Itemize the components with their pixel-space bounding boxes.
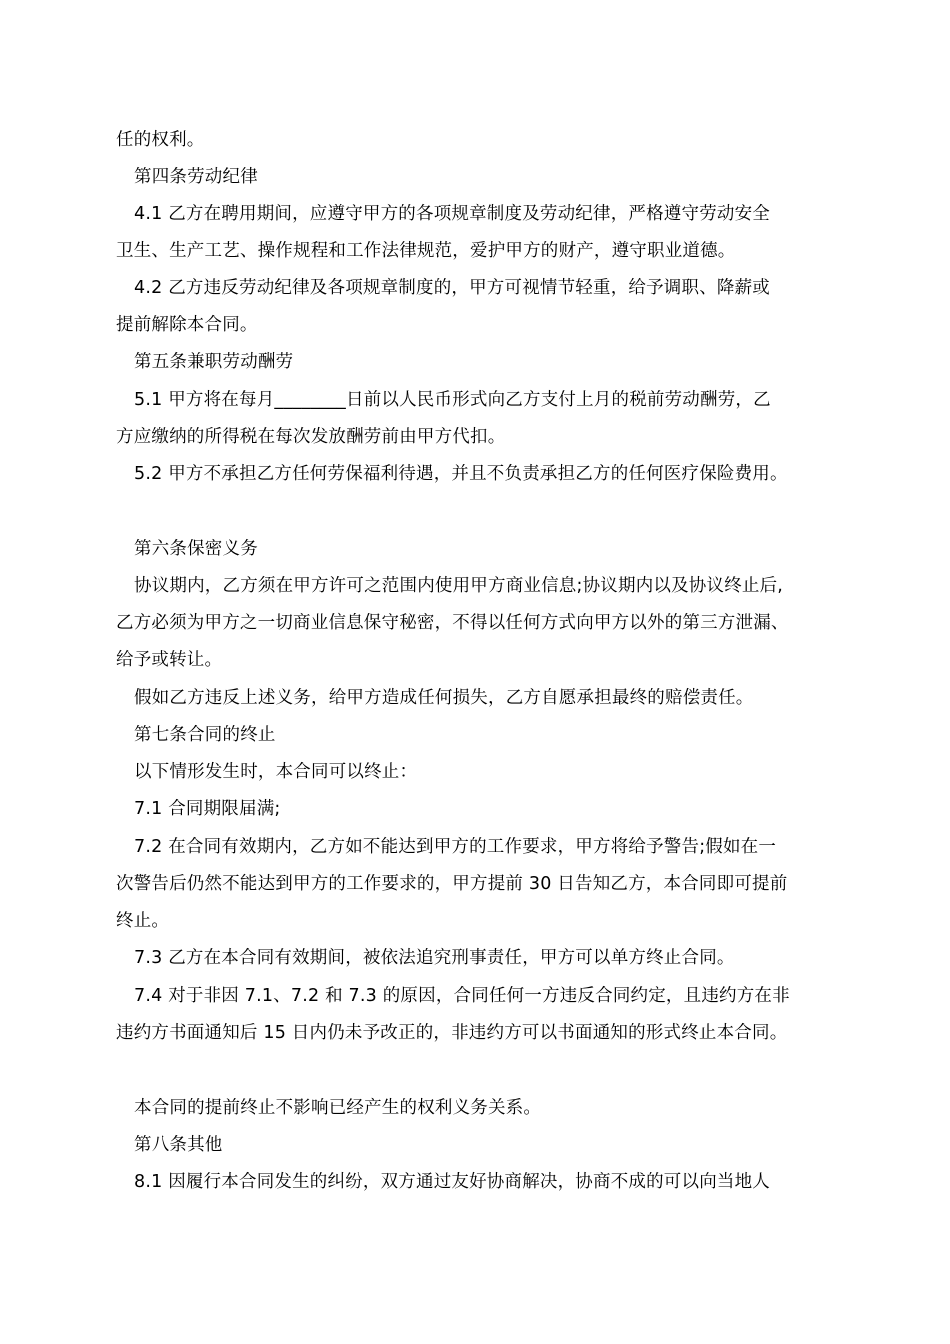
text-line: 终止。 <box>116 911 170 931</box>
text-line: 以下情形发生时，本合同可以终止： <box>134 762 418 782</box>
text-line: 7.2 在合同有效期内，乙方如不能达到甲方的工作要求，甲方将给予警告;假如在一 <box>134 837 777 857</box>
text-line: 本合同的提前终止不影响已经产生的权利义务关系。 <box>134 1098 542 1118</box>
text-line: 假如乙方违反上述义务，给甲方造成任何损失，乙方自愿承担最终的赔偿责任。 <box>134 688 754 708</box>
text-line: 7.3 乙方在本合同有效期间，被依法追究刑事责任，甲方可以单方终止合同。 <box>134 948 735 968</box>
section-heading: 第五条兼职劳动酬劳 <box>134 352 294 372</box>
text-line: 协议期内，乙方须在甲方许可之范围内使用甲方商业信息;协议期内以及协议终止后, <box>134 576 784 596</box>
text-line: 7.1 合同期限届满; <box>134 799 281 819</box>
text-line: 给予或转让。 <box>116 650 223 670</box>
text-line: 乙方必须为甲方之一切商业信息保守秘密，不得以任何方式向甲方以外的第三方泄漏、 <box>116 613 789 633</box>
text-line: 提前解除本合同。 <box>116 315 258 335</box>
text-line: 5.2 甲方不承担乙方任何劳保福利待遇，并且不负责承担乙方的任何医疗保险费用。 <box>134 464 788 484</box>
text-line: 5.1 甲方将在每月________日前以人民币形式向乙方支付上月的税前劳动酬劳，乙 <box>134 390 771 410</box>
text-line: 违约方书面通知后 15 日内仍未予改正的，非违约方可以书面通知的形式终止本合同。 <box>116 1023 788 1043</box>
section-heading: 第六条保密义务 <box>134 539 258 559</box>
section-heading: 第四条劳动纪律 <box>134 167 258 187</box>
text-line: 7.4 对于非因 7.1、7.2 和 7.3 的原因，合同任何一方违反合同约定，且违约方在非 <box>134 986 790 1006</box>
section-heading: 第八条其他 <box>134 1135 223 1155</box>
text-line: 4.2 乙方违反劳动纪律及各项规章制度的，甲方可视情节轻重，给予调职、降薪或 <box>134 278 770 298</box>
text-line: 任的权利。 <box>116 130 205 150</box>
text-line: 8.1 因履行本合同发生的纠纷，双方通过友好协商解决，协商不成的可以向当地人 <box>134 1172 770 1192</box>
text-line: 卫生、生产工艺、操作规程和工作法律规范，爱护甲方的财产，遵守职业道德。 <box>116 241 736 261</box>
text-line: 次警告后仍然不能达到甲方的工作要求的，甲方提前 30 日告知乙方，本合同即可提前 <box>116 874 788 894</box>
text-line: 4.1 乙方在聘用期间，应遵守甲方的各项规章制度及劳动纪律，严格遵守劳动安全 <box>134 204 770 224</box>
text-line: 方应缴纳的所得税在每次发放酬劳前由甲方代扣。 <box>116 427 506 447</box>
section-heading: 第七条合同的终止 <box>134 725 276 745</box>
